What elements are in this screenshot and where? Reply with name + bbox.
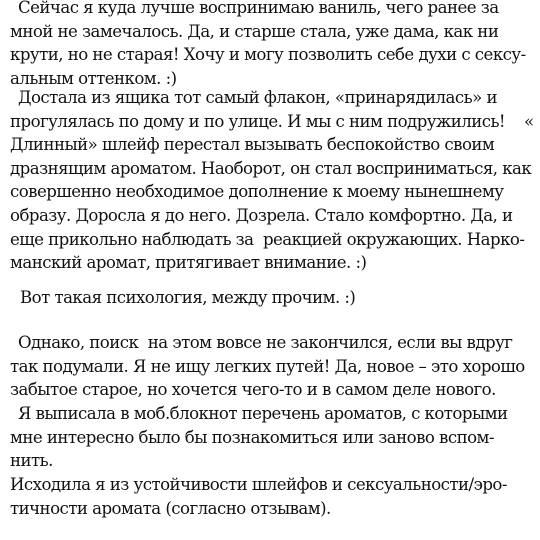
text-line: Сейчас я куда лучше воспринимаю ваниль, чего ранее за: [18, 0, 499, 17]
paragraph-criteria: [10, 473, 538, 520]
text-line: совершенно необходимое дополнение к моему нынешнему: [10, 182, 504, 202]
text-line: Исходила я из устойчивости шлейфов и сексуальности/эро-: [10, 475, 507, 494]
paragraph-flacon: [10, 86, 538, 275]
paragraph-notebook: [10, 402, 538, 473]
text-line: так подумали. Я не ищу легких путей! Да, новое – это хорошо: [10, 356, 525, 376]
paragraph-vanilla: [10, 0, 538, 90]
text-line: Вот такая психология, между прочим. :): [20, 288, 356, 307]
text-line: Однако, поиск на этом вовсе не закончился, если вы вдруг: [18, 333, 513, 352]
text-line: мной не замечалось. Да, и старше стала, уже дама, как ни: [10, 21, 499, 41]
text-line: альным оттенком. :): [10, 68, 177, 88]
text-line: еще прикольно наблюдать за реакцией окружающих. Нарко-: [10, 229, 525, 249]
text-line: крути, но не старая! Хочу и могу позволить себе духи с сексу-: [10, 45, 526, 65]
text-line: тичности аромата (согласно отзывам).: [10, 498, 331, 518]
text-line: нить.: [10, 451, 53, 471]
text-line: образу. Доросла я до него. Дозрела. Стало комфортно. Да, и: [10, 205, 513, 225]
paragraph-search: [10, 331, 538, 402]
text-line: Я выписала в моб.блокнот перечень ароматов, с которыми: [18, 404, 508, 423]
text-line: дразнящим ароматом. Наоборот, он стал восприниматься, как: [10, 158, 532, 178]
text-line: Длинный» шлейф перестал вызывать беспокойство своим: [10, 135, 495, 155]
text-line: манский аромат, притягивает внимание. :): [10, 253, 367, 273]
paragraph-psychology: [10, 286, 538, 310]
text-line: Достала из ящика тот самый флакон, «принарядилась» и: [18, 88, 497, 107]
text-line: забытое старое, но хочется чего-то и в самом деле нового.: [10, 380, 496, 400]
text-line: прогулялась по дому и по улице. И мы с ним подружились! «: [10, 111, 534, 131]
text-line: мне интересно было бы познакомиться или заново вспом-: [10, 427, 494, 447]
